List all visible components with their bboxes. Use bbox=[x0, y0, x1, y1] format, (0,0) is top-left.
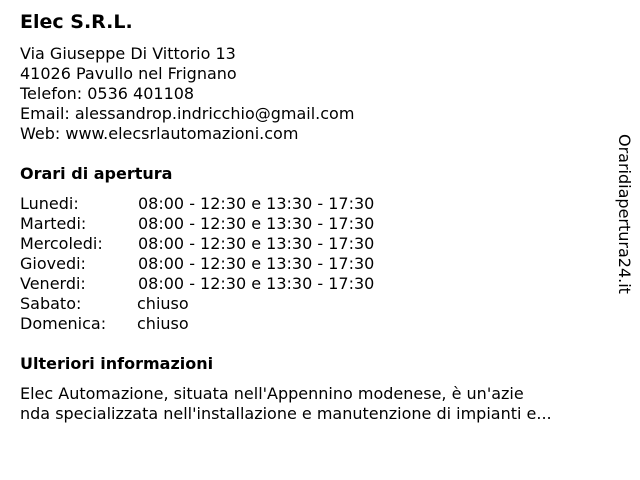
email-address: Email: alessandrop.indricchio@gmail.com bbox=[20, 104, 355, 123]
hours-row-time: 08:00 - 12:30 e 13:30 - 17:30 bbox=[138, 214, 375, 233]
hours-row-day: Mercoledi: bbox=[20, 234, 103, 253]
hours-row-time: 08:00 - 12:30 e 13:30 - 17:30 bbox=[138, 274, 375, 293]
website-address: Web: www.elecsrlautomazioni.com bbox=[20, 124, 299, 143]
hours-row-day: Venerdi: bbox=[20, 274, 86, 293]
hours-row-tuesday bbox=[20, 214, 605, 234]
opening-hours-heading: Orari di apertura bbox=[20, 164, 173, 183]
site-brand-vertical: Oraridiapertura24.it bbox=[615, 134, 634, 294]
hours-row-thursday bbox=[20, 254, 605, 274]
hours-row-monday bbox=[20, 194, 605, 214]
description-line: nda specializzata nell'installazione e manutenzione di impianti e... bbox=[20, 404, 552, 423]
description-line: Elec Automazione, situata nell'Appennino modenese, è un'azie bbox=[20, 384, 524, 403]
hours-row-saturday bbox=[20, 294, 605, 314]
business-card bbox=[20, 0, 605, 480]
address-street: Via Giuseppe Di Vittorio 13 bbox=[20, 44, 236, 63]
hours-row-time: chiuso bbox=[137, 314, 189, 333]
hours-row-day: Martedi: bbox=[20, 214, 87, 233]
phone-number: Telefon: 0536 401108 bbox=[20, 84, 195, 103]
hours-row-day: Lunedi: bbox=[20, 194, 79, 213]
hours-row-time: chiuso bbox=[137, 294, 189, 313]
hours-row-friday bbox=[20, 274, 605, 294]
business-name: Elec S.R.L. bbox=[20, 11, 133, 33]
hours-row-sunday bbox=[20, 314, 605, 334]
more-info-heading: Ulteriori informazioni bbox=[20, 354, 214, 373]
hours-row-day: Domenica: bbox=[20, 314, 107, 333]
hours-row-wednesday bbox=[20, 234, 605, 254]
address-city: 41026 Pavullo nel Frignano bbox=[20, 64, 237, 83]
hours-row-day: Sabato: bbox=[20, 294, 82, 313]
hours-row-time: 08:00 - 12:30 e 13:30 - 17:30 bbox=[138, 194, 375, 213]
hours-row-time: 08:00 - 12:30 e 13:30 - 17:30 bbox=[138, 254, 375, 273]
hours-row-day: Giovedi: bbox=[20, 254, 86, 273]
hours-row-time: 08:00 - 12:30 e 13:30 - 17:30 bbox=[138, 234, 375, 253]
